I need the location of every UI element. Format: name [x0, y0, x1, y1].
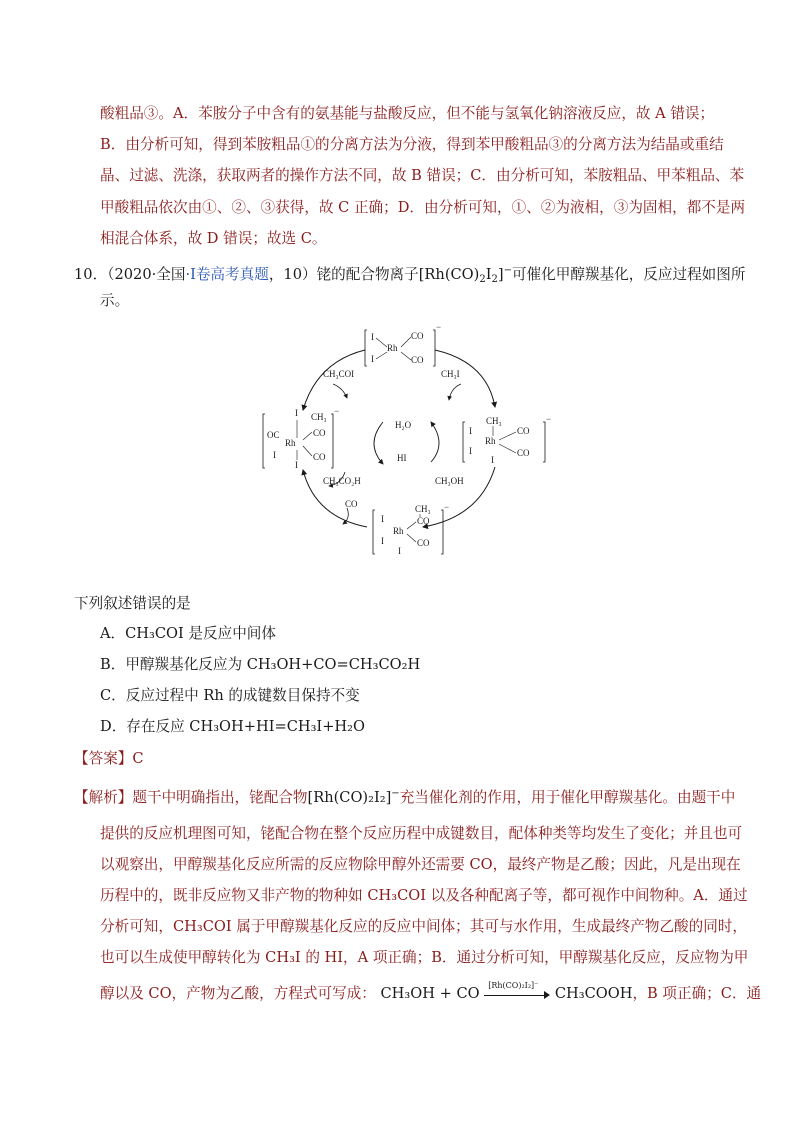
top-rh: Rh: [387, 343, 398, 353]
top-co2: CO: [411, 355, 424, 365]
right-i2: I: [469, 446, 472, 456]
top-co1: CO: [411, 331, 424, 341]
explanation-line-2: 提供的反应机理图可知，铑配合物在整个反应历程中成键数目，配体种类等均发生了变化；并且也可: [100, 825, 743, 842]
center-arrow-left: [374, 422, 383, 464]
explanation-line7-text: 醇以及 CO，产物为乙酸，方程式可写成：: [100, 985, 376, 1002]
left-charge: −: [334, 406, 340, 416]
left-i1: I: [295, 408, 298, 418]
analysis-line-3: 晶、过滤、洗涤，获取两者的操作方法不同，故 B 错误；C．由分析可知，苯胺粗品、甲苯粗品、苯: [100, 167, 745, 184]
explanation-line1-b: 充当催化剂的作用，用于催化甲醇羰基化。由题干中: [399, 789, 736, 806]
top-i2: I: [371, 354, 374, 364]
question-prompt: 下列叙述错误的是: [74, 595, 191, 612]
complex-top: [365, 322, 441, 366]
bottom-i2: I: [381, 536, 384, 546]
question-stem-line-2: 示。: [100, 292, 130, 309]
explanation-line-6: 也可以生成使甲醇转化为 CH₃I 的 HI，A 项正确；B．通过分析可知，甲醇羰基化反应，反应物为甲: [100, 949, 749, 966]
top-charge: −: [436, 322, 442, 332]
right-rh: Rh: [485, 436, 496, 446]
label-ch3coi: CH₃COI: [323, 369, 355, 379]
equation-arrow: [484, 981, 550, 1001]
label-co: CO: [345, 499, 358, 509]
option-a[interactable]: A．CH₃COI 是反应中间体: [100, 625, 276, 642]
analysis-line-5: 相混合体系，故 D 错误；故选 C。: [100, 230, 327, 247]
bottom-rh: Rh: [393, 526, 404, 536]
option-d[interactable]: D．存在反应 CH₃OH+HI=CH₃I+H₂O: [100, 718, 365, 735]
left-co2: CO: [313, 452, 326, 462]
explanation-line1-formula: [Rh(CO)₂I₂]: [307, 789, 392, 806]
right-i3: I: [491, 455, 494, 465]
top-i1: I: [371, 332, 374, 342]
question-stem-c: ]: [497, 266, 504, 283]
explanation-line7-end: ，B 项正确；C．通: [632, 985, 762, 1002]
left-ch3: CH₃: [311, 412, 327, 422]
question-stem-b: I: [485, 266, 492, 283]
question-stem-sub1: 2: [479, 274, 486, 285]
complex-bottom: [373, 502, 449, 556]
explanation-line-1: [74, 784, 735, 808]
option-c[interactable]: C．反应过程中 Rh 的成键数目保持不变: [100, 687, 360, 704]
label-ch3i: CH₃I: [441, 369, 460, 379]
label-ch3oh: CH₃OH: [435, 476, 464, 486]
cycle-arrow-top-left: [303, 350, 365, 410]
label-h2o: H₂O: [395, 420, 412, 430]
bottom-co-carbonyl: CO: [417, 516, 430, 526]
explanation-line-7: [100, 981, 762, 1004]
left-i2: I: [273, 450, 276, 460]
complex-left: [263, 406, 339, 470]
reaction-cycle-diagram: [255, 322, 555, 562]
question-number: 10．: [74, 266, 108, 283]
bottom-i3: I: [398, 546, 401, 556]
analysis-line-4: 甲酸粗品依次由①、②、③获得，故 C 正确；D．由分析可知，①、②为液相，③为固相，都不是两: [100, 199, 746, 216]
answer-value: C: [132, 750, 144, 767]
explanation-line1-sup: −: [391, 788, 400, 799]
equation-left: CH₃OH + CO: [380, 985, 480, 1002]
explanation-line-3: 以观察出，甲醇羰基化反应所需的反应物除甲醇外还需要 CO，最终产物是乙酸；因此，凡是出现在: [100, 856, 741, 873]
question-source-link[interactable]: ·Ⅰ卷高考真题: [185, 266, 269, 283]
label-ch3co2h: CH₃CO₂H: [323, 476, 361, 486]
label-hi: HI: [397, 453, 407, 463]
equation-catalyst: [Rh(CO)₂I₂]⁻: [488, 981, 539, 990]
reagent-arrow-ch3coi: [333, 384, 347, 398]
left-rh: Rh: [285, 438, 296, 448]
bottom-i1: I: [381, 514, 384, 524]
question-stem-d: 可催化甲醇羰基化，反应过程如图所: [511, 266, 746, 283]
option-b[interactable]: B．甲醇羰基化反应为 CH₃OH+CO=CH₃CO₂H: [100, 656, 421, 673]
right-ch3: CH₃: [486, 416, 502, 426]
question-stem-sub2: 2: [491, 274, 498, 285]
left-oc: OC: [267, 430, 280, 440]
answer-line: [74, 749, 144, 769]
answer-tag: 【答案】: [74, 750, 133, 767]
left-co1: CO: [313, 428, 326, 438]
question-stem-line-1: [74, 261, 745, 290]
center-arrow-right: [431, 422, 439, 462]
question-stem-a: 铑的配合物离子[Rh(CO): [316, 266, 480, 283]
right-i1: I: [469, 426, 472, 436]
explanation-line-4: 历程中的，既非反应物又非产物的物种如 CH₃COI 以及各种配离子等，都可视作中间物种。A．通过: [100, 887, 748, 904]
explanation-tag: 【解析】: [74, 789, 133, 806]
left-i3: I: [295, 460, 298, 470]
complex-right: [463, 414, 551, 465]
analysis-line-2: B．由分析可知，得到苯胺粗品①的分离方法为分液，得到苯甲酸粗品③的分离方法为结晶或重结: [100, 136, 724, 153]
question-source-open: （2020·全国: [107, 266, 186, 283]
bottom-ch3: CH₃: [415, 504, 431, 514]
right-co1: CO: [517, 426, 530, 436]
explanation-line1-a: 题干中明确指出，铑配合物: [132, 789, 308, 806]
analysis-line-1: 酸粗品③。A．苯胺分子中含有的氨基能与盐酸反应，但不能与氢氧化钠溶液反应，故 A 错误；: [100, 105, 715, 122]
question-stem-sup: −: [503, 265, 512, 276]
equation-right: CH₃COOH: [554, 985, 633, 1002]
bottom-co: CO: [417, 538, 430, 548]
right-charge: −: [546, 414, 552, 424]
right-co2: CO: [517, 448, 530, 458]
reagent-arrow-ch3i: [449, 384, 461, 400]
bottom-charge: −: [444, 502, 450, 512]
explanation-line-5: 分析可知，CH₃COI 属于甲醇羰基化反应的反应中间体；其可与水作用，生成最终产物乙酸的同时，: [100, 918, 748, 935]
question-source-close: ，10）: [268, 266, 317, 283]
